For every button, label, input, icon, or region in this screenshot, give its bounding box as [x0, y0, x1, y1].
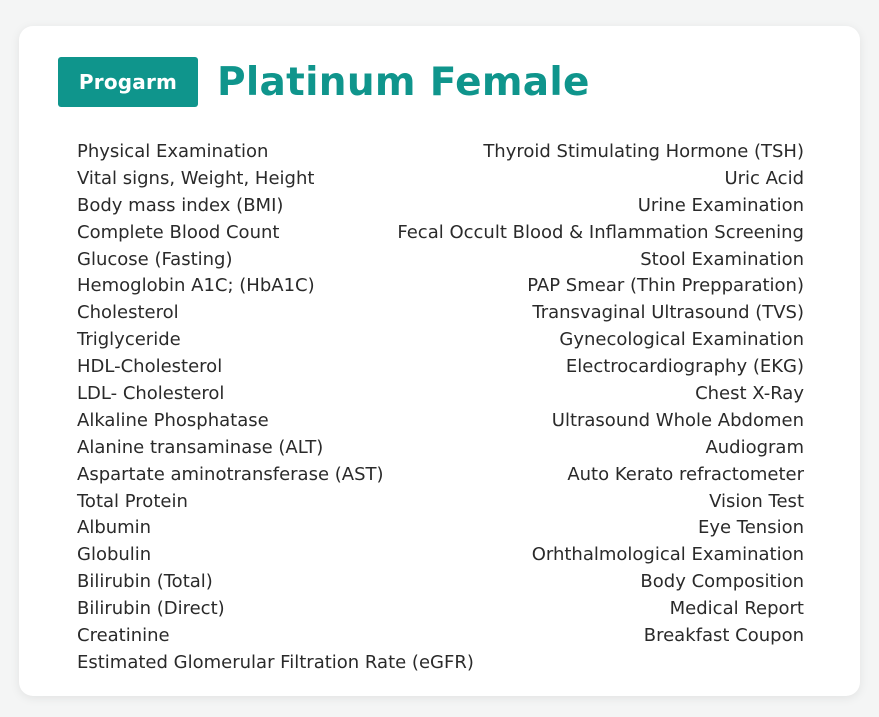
service-item: HDL-Cholesterol — [77, 356, 223, 378]
service-item: Uric Acid — [724, 167, 804, 189]
service-item: Complete Blood Count — [77, 221, 280, 243]
service-item: Ultrasound Whole Abdomen — [551, 409, 804, 431]
program-title: Platinum Female — [217, 59, 590, 105]
service-item: Glucose (Fasting) — [77, 248, 233, 270]
service-item: Electrocardiography (EKG) — [565, 356, 804, 378]
service-item: Bilirubin (Total) — [77, 571, 213, 593]
service-item: Physical Examination — [77, 141, 269, 162]
program-card — [19, 26, 860, 696]
service-item: Orhthalmological Examination — [531, 544, 804, 566]
service-item: Thyroid Stimulating Hormone (TSH) — [483, 141, 804, 162]
service-item: Transvaginal Ultrasound (TVS) — [532, 302, 804, 324]
service-item: Audiogram — [705, 436, 804, 458]
service-item: Alanine transaminase (ALT) — [77, 436, 324, 458]
service-item: Gynecological Examination — [559, 329, 804, 351]
service-item: Eye Tension — [697, 517, 804, 539]
service-item: Breakfast Coupon — [643, 625, 804, 647]
service-item: LDL- Cholesterol — [77, 383, 225, 405]
service-item: PAP Smear (Thin Prepparation) — [527, 275, 804, 297]
service-item: Stool Examination — [640, 248, 804, 270]
service-item: Urine Examination — [637, 194, 804, 216]
right-service-list — [397, 139, 804, 650]
service-item: Bilirubin (Direct) — [77, 598, 225, 620]
service-item: Total Protein — [77, 490, 188, 512]
service-item: Triglyceride — [77, 329, 181, 351]
service-item: Auto Kerato refractometer — [567, 463, 804, 485]
service-item: Creatinine — [77, 625, 170, 647]
program-header — [58, 57, 590, 107]
program-badge: Progarm — [58, 57, 198, 107]
service-item: Cholesterol — [77, 302, 179, 324]
service-item: Medical Report — [669, 598, 804, 620]
service-item: Aspartate aminotransferase (AST) — [77, 463, 384, 485]
service-item: Hemoglobin A1C; (HbA1C) — [77, 275, 315, 297]
service-item: Vision Test — [709, 490, 804, 512]
service-item: Body Composition — [640, 571, 804, 593]
service-item: Estimated Glomerular Filtration Rate (eGFR) — [77, 651, 474, 673]
service-item: Albumin — [77, 517, 152, 539]
service-item: Globulin — [77, 544, 152, 566]
service-item: Fecal Occult Blood & Inflammation Screening — [397, 221, 804, 243]
service-item: Alkaline Phosphatase — [77, 409, 269, 431]
service-item: Body mass index (BMI) — [77, 194, 284, 216]
service-item: Chest X-Ray — [695, 383, 804, 405]
service-item: Vital signs, Weight, Height — [77, 167, 315, 189]
